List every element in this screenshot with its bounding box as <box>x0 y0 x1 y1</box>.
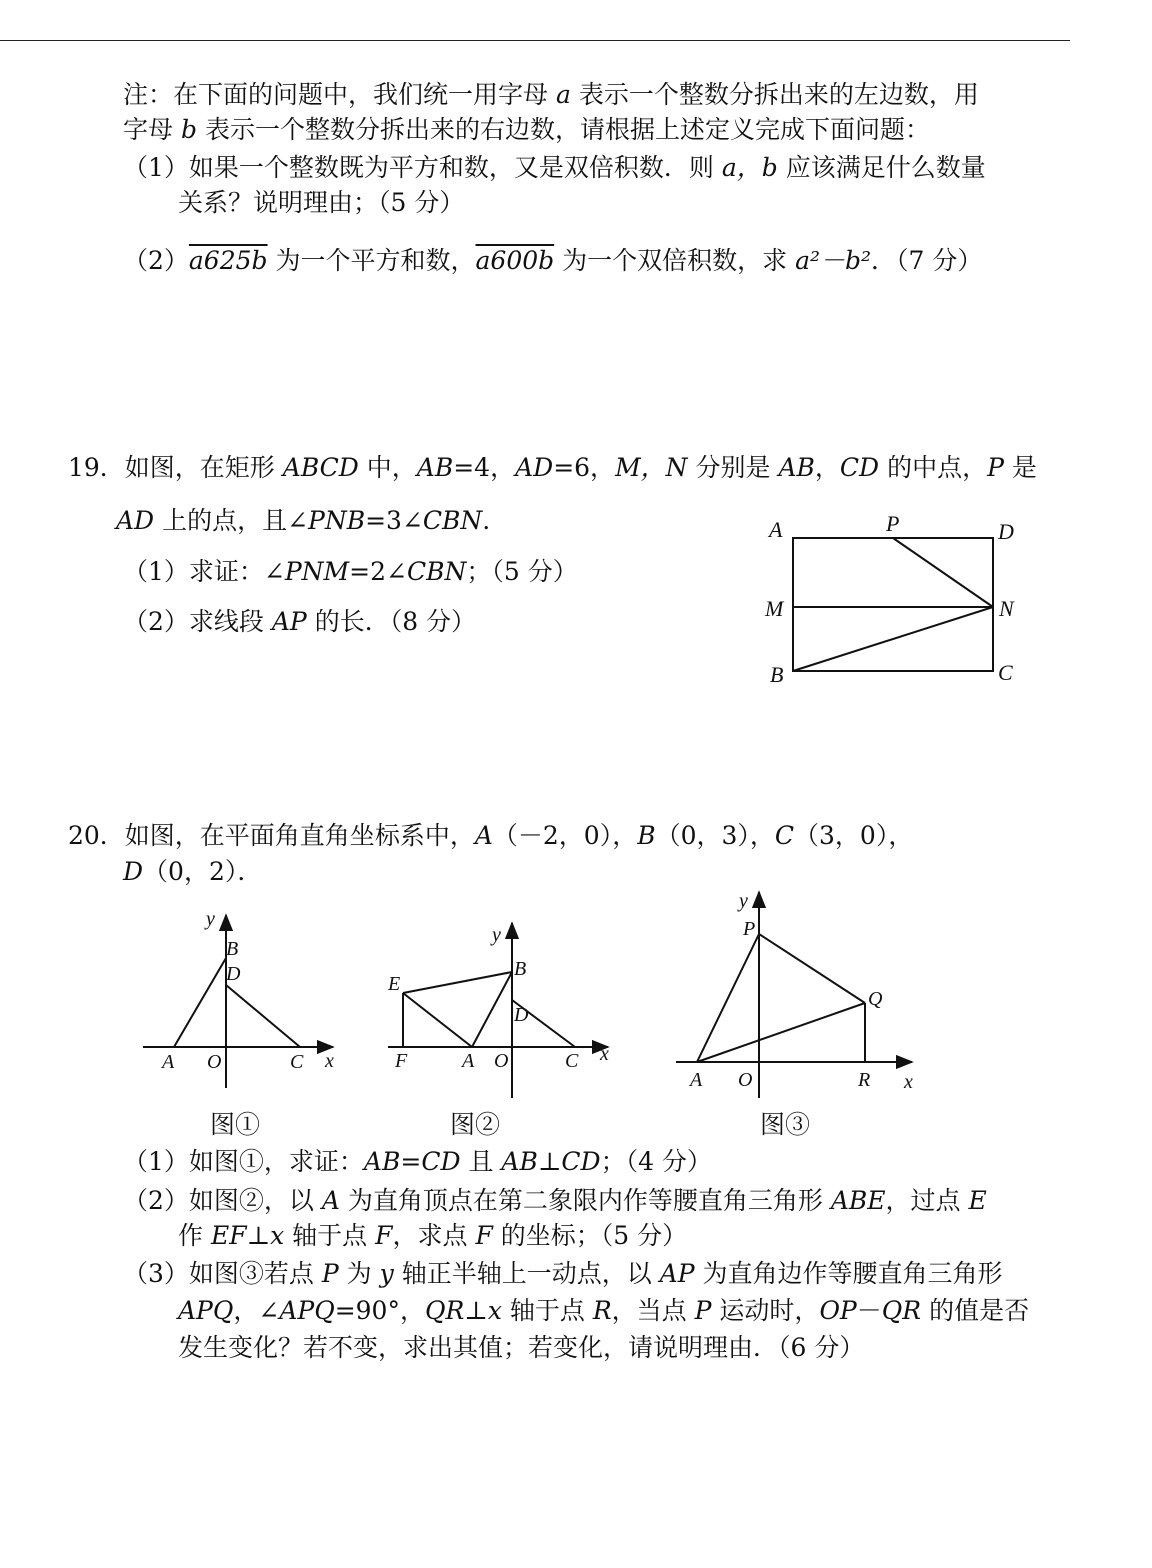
rect-abcd <box>793 538 993 671</box>
fig3-label-x: x <box>904 1071 913 1093</box>
label-a: A <box>769 517 783 542</box>
label-c: C <box>998 660 1013 685</box>
fig3-label-y: y <box>739 890 748 912</box>
fig2-label-x: x <box>600 1043 609 1065</box>
fig2-label-d: D <box>514 1004 529 1026</box>
fig3-label-o: O <box>738 1069 753 1091</box>
q18-part1-line2: 关系？说明理由；（5 分） <box>178 188 465 217</box>
q20-part3-line1: （3）如图③若点 P 为 y 轴正半轴上一动点，以 AP 为直角边作等腰直角三角形 <box>123 1259 1003 1288</box>
q20-part2-line2: 作 EF⊥x 轴于点 F，求点 F 的坐标；（5 分） <box>178 1221 688 1250</box>
fig1-label-b: B <box>226 938 239 960</box>
q18-part1-line1: （1）如果一个整数既为平方和数，又是双倍积数．则 a，b 应该满足什么数量 <box>123 153 986 182</box>
fig3-segment-pq <box>759 934 865 1003</box>
q19-part1: （1）求证：∠PNM=2∠CBN；（5 分） <box>123 557 578 586</box>
fig3-label-r: R <box>858 1069 871 1091</box>
fig1-label-x: x <box>325 1050 334 1072</box>
q20-part2-line1: （2）如图②，以 A 为直角顶点在第二象限内作等腰直角三角形 ABE，过点 E <box>123 1186 987 1215</box>
q20-line-2: D（0，2）． <box>123 857 263 886</box>
note-line-1: 注：在下面的问题中，我们统一用字母 a 表示一个整数分拆出来的左边数，用 <box>123 80 979 109</box>
label-m: M <box>765 596 784 621</box>
fig1-caption: 图① <box>210 1110 261 1139</box>
fig3-label-q: Q <box>868 988 883 1010</box>
fig2-segment-ea <box>403 993 472 1047</box>
label-d: D <box>998 519 1014 544</box>
fig2-label-a: A <box>462 1050 475 1072</box>
fig1-label-d: D <box>226 963 241 985</box>
fig1-label-y: y <box>206 908 215 930</box>
fig1-label-a: A <box>162 1051 175 1073</box>
q19-rectangle-figure <box>755 505 1035 695</box>
fig3-caption: 图③ <box>760 1110 811 1139</box>
q20-figures <box>130 885 930 1110</box>
q20-line-1: 20．如图，在平面角直角坐标系中，A（－2，0），B（0，3），C（3，0）， <box>68 821 914 850</box>
q20-part1: （1）如图①，求证：AB=CD 且 AB⊥CD；（4 分） <box>123 1147 712 1176</box>
fig3-label-p: P <box>743 918 756 940</box>
fig1-segment-ab <box>174 958 226 1047</box>
q20-part3-line3: 发生变化？若不变，求出其值；若变化，请说明理由．（6 分） <box>178 1333 865 1362</box>
segment-pn <box>893 538 993 607</box>
fig1-label-c: C <box>290 1051 304 1073</box>
fig2-label-b: B <box>514 958 527 980</box>
fig2-label-y: y <box>492 924 501 946</box>
fig2-label-o: O <box>494 1050 509 1072</box>
header-rule <box>0 40 1070 41</box>
note-line-2: 字母 b 表示一个整数分拆出来的右边数，请根据上述定义完成下面问题： <box>123 115 930 144</box>
fig2-label-e: E <box>388 973 401 995</box>
fig1-segment-dc <box>226 985 300 1047</box>
q20-part3-line2: APQ，∠APQ=90°，QR⊥x 轴于点 R，当点 P 运动时，OP－QR 的值是否 <box>178 1296 1030 1325</box>
q18-part2: （2）a625b 为一个平方和数，a600b 为一个双倍积数，求 a²－b²．（7 分） <box>123 246 983 275</box>
fig3-label-a: A <box>690 1069 703 1091</box>
fig2-segment-ab <box>472 972 512 1047</box>
fig2-caption: 图② <box>450 1110 501 1139</box>
segment-bn <box>793 607 993 671</box>
fig1-label-o: O <box>207 1051 222 1073</box>
label-p: P <box>886 511 900 536</box>
fig2-label-f: F <box>395 1050 408 1072</box>
q19-line-1: 19．如图，在矩形 ABCD 中，AB=4，AD=6，M，N 分别是 AB，CD 的中点，P 是 <box>68 453 1037 482</box>
fig2-label-c: C <box>565 1050 579 1072</box>
q19-part2: （2）求线段 AP 的长．（8 分） <box>123 607 477 636</box>
label-n: N <box>999 596 1014 621</box>
label-b: B <box>770 662 784 687</box>
fig2-segment-eb <box>403 972 512 993</box>
q19-line-2: AD 上的点，且∠PNB=3∠CBN. <box>116 506 491 535</box>
